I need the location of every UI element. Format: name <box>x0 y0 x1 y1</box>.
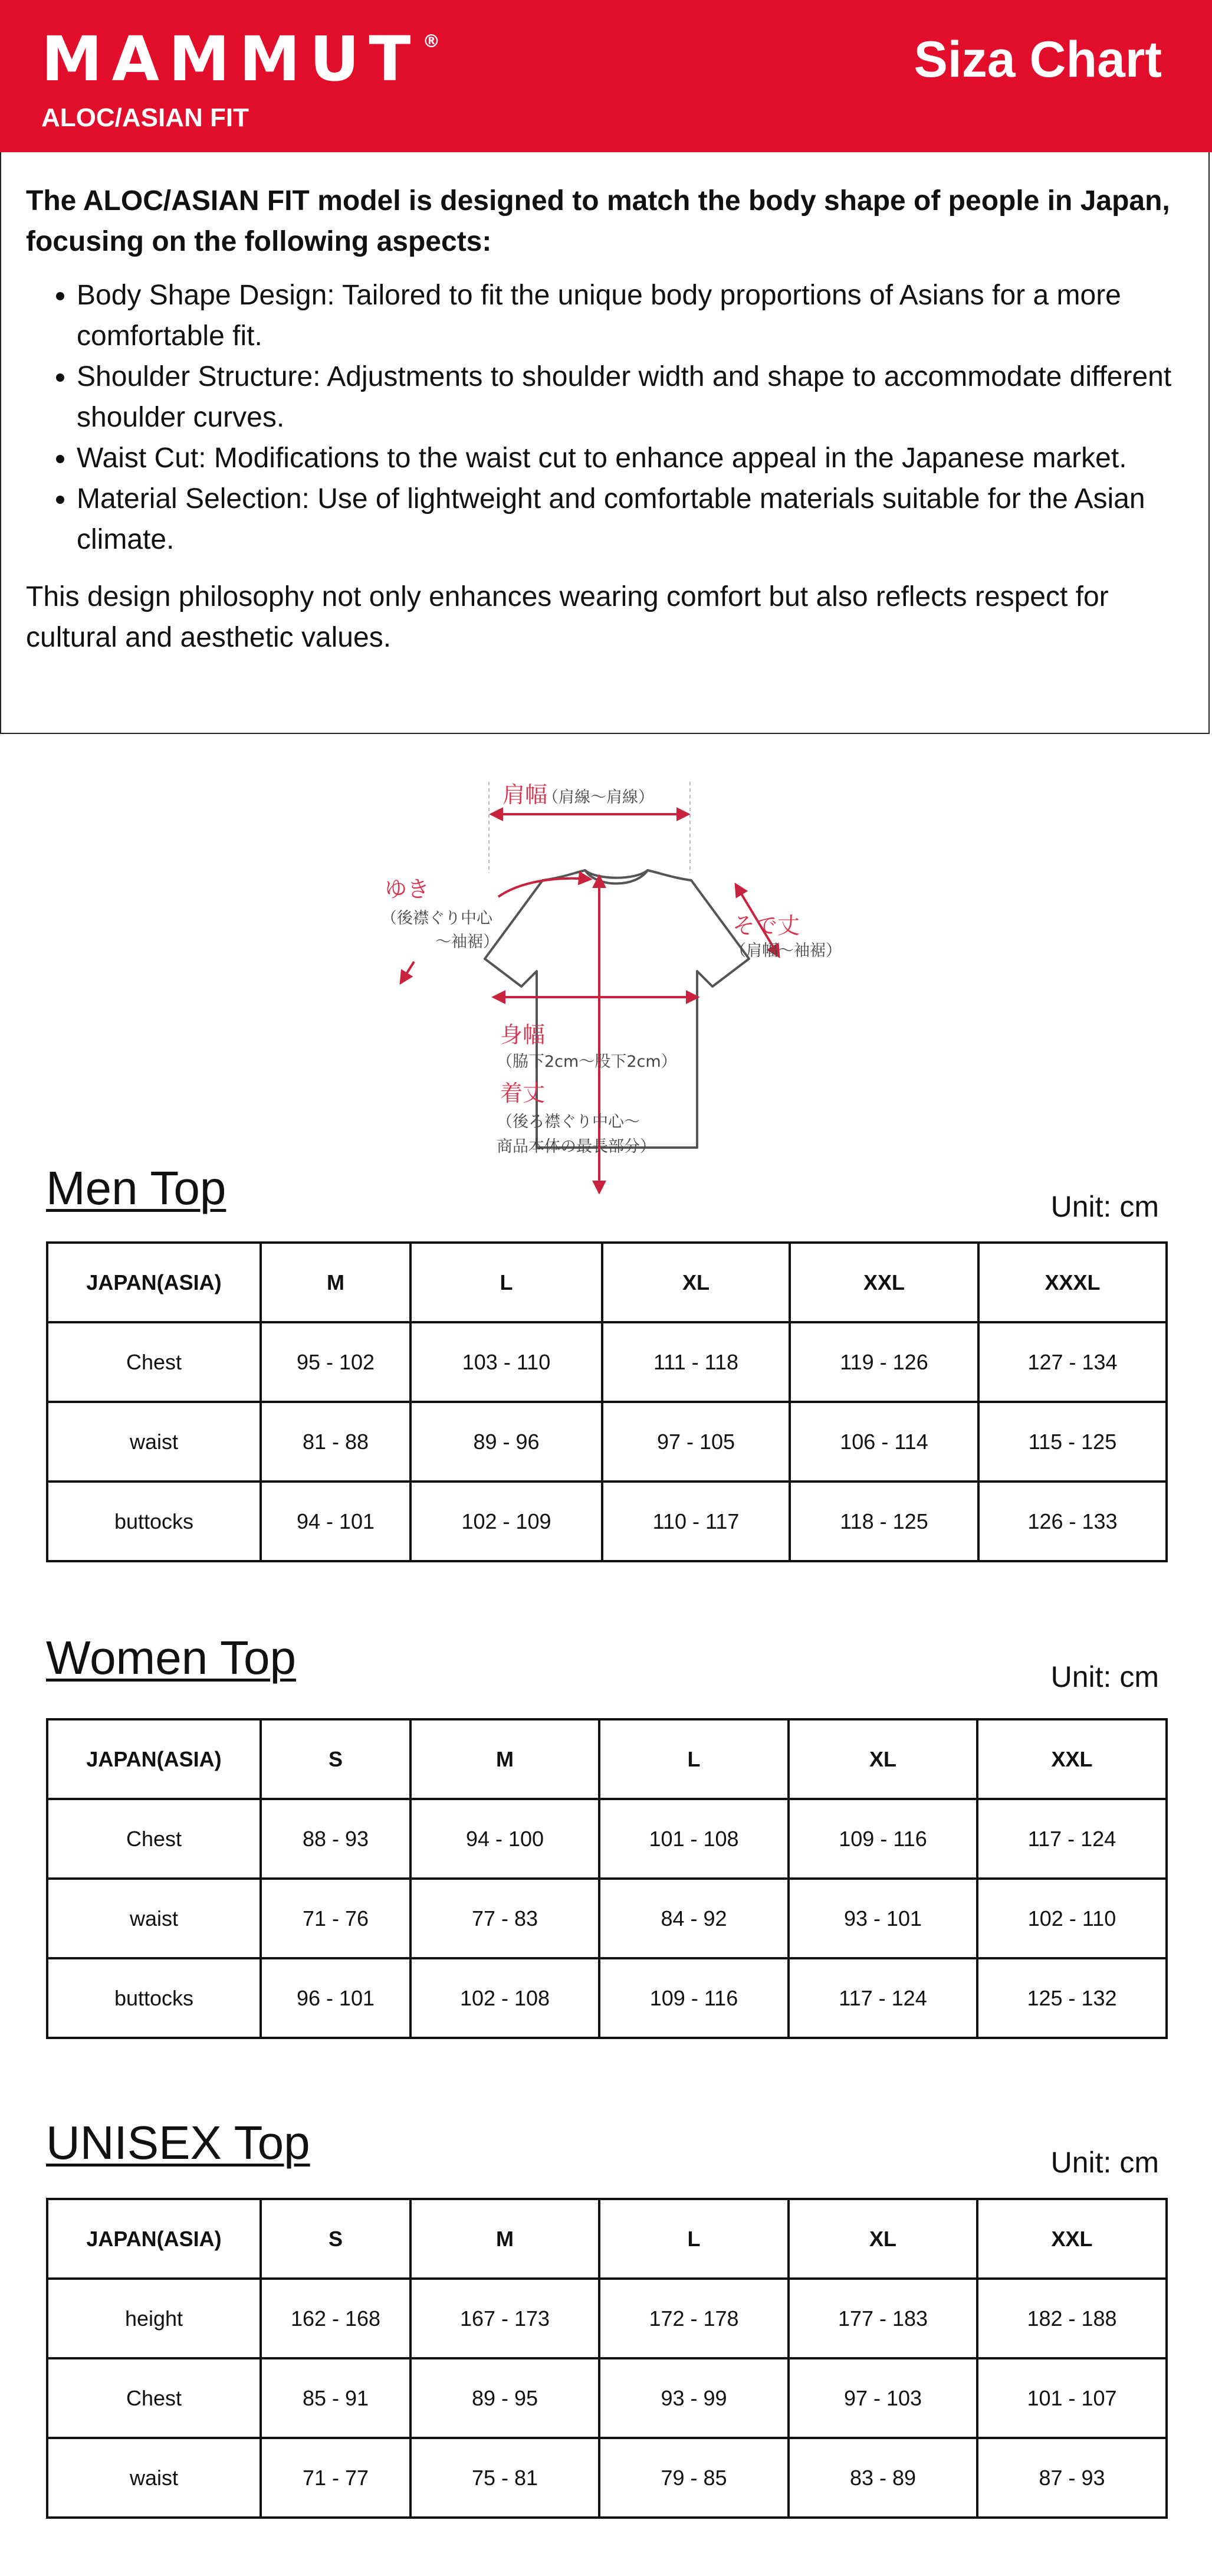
length-label: 着丈 <box>500 1080 546 1106</box>
table-cell: 177 - 183 <box>789 2279 977 2358</box>
table-cell: 71 - 77 <box>261 2438 410 2518</box>
table-cell: 89 - 95 <box>410 2358 599 2438</box>
table-row <box>47 1799 1167 1879</box>
table-header-row <box>47 1243 1167 1322</box>
table-header-cell: XL <box>789 1719 977 1799</box>
yuki-arrow <box>498 879 590 897</box>
table-cell: height <box>47 2279 261 2358</box>
table-header-cell: XL <box>789 2199 977 2279</box>
table-row <box>47 1482 1167 1561</box>
table-cell: 119 - 126 <box>790 1322 978 1402</box>
women-top-unit: Unit: cm <box>1050 1660 1159 1693</box>
table-header-cell: M <box>410 1719 599 1799</box>
table-header-cell: JAPAN(ASIA) <box>47 2199 261 2279</box>
table-header-row <box>47 1719 1167 1799</box>
table-row <box>47 1879 1167 1958</box>
table-cell: 101 - 107 <box>977 2358 1167 2438</box>
table-cell: 75 - 81 <box>410 2438 599 2518</box>
men-top-title: Men Top <box>46 1162 226 1214</box>
table-header-cell: L <box>599 1719 789 1799</box>
table-cell: Chest <box>47 2358 261 2438</box>
table-cell: 111 - 118 <box>602 1322 790 1402</box>
table-row <box>47 2358 1167 2438</box>
length-note-2: 商品本体の最長部分） <box>497 1138 656 1156</box>
brand-logo: MAMMUT ® <box>41 23 441 95</box>
table-cell: buttocks <box>47 1958 261 2038</box>
table-cell: 96 - 101 <box>261 1958 410 2038</box>
men-top-table <box>46 1241 1168 1562</box>
table-cell: 117 - 124 <box>789 1958 977 2038</box>
sleeve-label: そで丈 <box>733 913 800 939</box>
fit-subtitle: ALOC/ASIAN FIT <box>41 103 249 132</box>
table-row <box>47 2438 1167 2518</box>
table-cell: 88 - 93 <box>261 1799 410 1879</box>
table-cell: 162 - 168 <box>261 2279 410 2358</box>
list-item: • Material Selection: Use of lightweight and comfortable materials suitable for the Asian climate. <box>77 479 1185 560</box>
table-cell: 117 - 124 <box>977 1799 1167 1879</box>
table-cell: 85 - 91 <box>261 2358 410 2438</box>
table-cell: 79 - 85 <box>599 2438 789 2518</box>
body-width-label: 身幅 <box>500 1022 546 1048</box>
unisex-top-unit: Unit: cm <box>1050 2146 1159 2179</box>
table-header-cell: M <box>261 1243 410 1322</box>
tshirt-collar <box>585 870 648 878</box>
table-cell: 126 - 133 <box>978 1482 1167 1561</box>
yuki-label: ゆき <box>385 876 430 902</box>
table-cell: waist <box>47 2438 261 2518</box>
table-cell: 102 - 110 <box>977 1879 1167 1958</box>
table-header-row <box>47 2199 1167 2279</box>
table-cell: 115 - 125 <box>978 1402 1167 1482</box>
table-cell: 84 - 92 <box>599 1879 789 1958</box>
table-cell: 167 - 173 <box>410 2279 599 2358</box>
table-header-cell: JAPAN(ASIA) <box>47 1243 261 1322</box>
table-cell: 77 - 83 <box>410 1879 599 1958</box>
shoulder-note: （肩線～肩線） <box>543 788 654 807</box>
table-cell: 102 - 108 <box>410 1958 599 2038</box>
table-cell: 83 - 89 <box>789 2438 977 2518</box>
table-row <box>47 1322 1167 1402</box>
table-cell: 110 - 117 <box>602 1482 790 1561</box>
table-cell: 94 - 101 <box>261 1482 410 1561</box>
table-cell: 102 - 109 <box>410 1482 602 1561</box>
yuki-note-1: （後襟ぐり中心 <box>381 909 492 928</box>
table-cell: 71 - 76 <box>261 1879 410 1958</box>
list-item: • Waist Cut: Modifications to the waist cut to enhance appeal in the Japanese market. <box>77 438 1185 479</box>
table-cell: 97 - 103 <box>789 2358 977 2438</box>
table-header-cell: S <box>261 2199 410 2279</box>
table-row <box>47 1402 1167 1482</box>
unisex-top-title: UNISEX Top <box>46 2116 310 2169</box>
table-row <box>47 1958 1167 2038</box>
table-cell: 93 - 99 <box>599 2358 789 2438</box>
table-cell: waist <box>47 1402 261 1482</box>
table-header-cell: XXXL <box>978 1243 1167 1322</box>
page-header <box>0 0 1212 152</box>
table-header-cell: M <box>410 2199 599 2279</box>
table-header-cell: L <box>599 2199 789 2279</box>
sleeve-note: （肩幅～袖裾） <box>730 942 842 960</box>
table-cell: 182 - 188 <box>977 2279 1167 2358</box>
women-top-table <box>46 1718 1168 2039</box>
yuki-note-2: ～袖裾） <box>435 933 499 951</box>
table-cell: 95 - 102 <box>261 1322 410 1402</box>
table-header-cell: XXL <box>977 2199 1167 2279</box>
table-cell: Chest <box>47 1322 261 1402</box>
length-note-1: （後ろ襟ぐり中心～ <box>497 1113 640 1131</box>
measurement-diagram <box>366 779 873 1204</box>
table-cell: 89 - 96 <box>410 1402 602 1482</box>
table-cell: 93 - 101 <box>789 1879 977 1958</box>
table-cell: 109 - 116 <box>599 1958 789 2038</box>
intro-list <box>26 275 1185 560</box>
table-cell: 109 - 116 <box>789 1799 977 1879</box>
shoulder-label: 肩幅 <box>502 782 548 808</box>
table-cell: Chest <box>47 1799 261 1879</box>
table-header-cell: JAPAN(ASIA) <box>47 1719 261 1799</box>
women-top-title: Women Top <box>46 1631 296 1684</box>
unisex-top-table <box>46 2198 1168 2519</box>
intro-lead: The ALOC/ASIAN FIT model is designed to match the body shape of people in Japan, focusing on the following aspects: <box>26 185 1170 257</box>
table-cell: 106 - 114 <box>790 1402 978 1482</box>
table-cell: 127 - 134 <box>978 1322 1167 1402</box>
table-cell: 118 - 125 <box>790 1482 978 1561</box>
table-header-cell: XXL <box>790 1243 978 1322</box>
page-title: Siza Chart <box>914 31 1162 88</box>
men-top-unit: Unit: cm <box>1050 1190 1159 1223</box>
table-cell: 103 - 110 <box>410 1322 602 1402</box>
list-item: • Shoulder Structure: Adjustments to shoulder width and shape to accommodate different shoulder curves. <box>77 356 1185 438</box>
table-cell: buttocks <box>47 1482 261 1561</box>
table-cell: 94 - 100 <box>410 1799 599 1879</box>
table-header-cell: L <box>410 1243 602 1322</box>
intro-box <box>0 152 1210 734</box>
table-row <box>47 2279 1167 2358</box>
intro-closing: This design philosophy not only enhances wearing comfort but also reflects respect for cultural and aesthetic values. <box>26 581 1109 653</box>
table-cell: 97 - 105 <box>602 1402 790 1482</box>
body-width-note: （脇下2cm～股下2cm） <box>497 1053 677 1071</box>
table-cell: 172 - 178 <box>599 2279 789 2358</box>
table-cell: 81 - 88 <box>261 1402 410 1482</box>
table-header-cell: S <box>261 1719 410 1799</box>
table-header-cell: XXL <box>977 1719 1167 1799</box>
table-cell: 101 - 108 <box>599 1799 789 1879</box>
table-header-cell: XL <box>602 1243 790 1322</box>
list-item: • Body Shape Design: Tailored to fit the unique body proportions of Asians for a more comfortable fit. <box>77 275 1185 356</box>
table-cell: 87 - 93 <box>977 2438 1167 2518</box>
table-cell: waist <box>47 1879 261 1958</box>
table-cell: 125 - 132 <box>977 1958 1167 2038</box>
